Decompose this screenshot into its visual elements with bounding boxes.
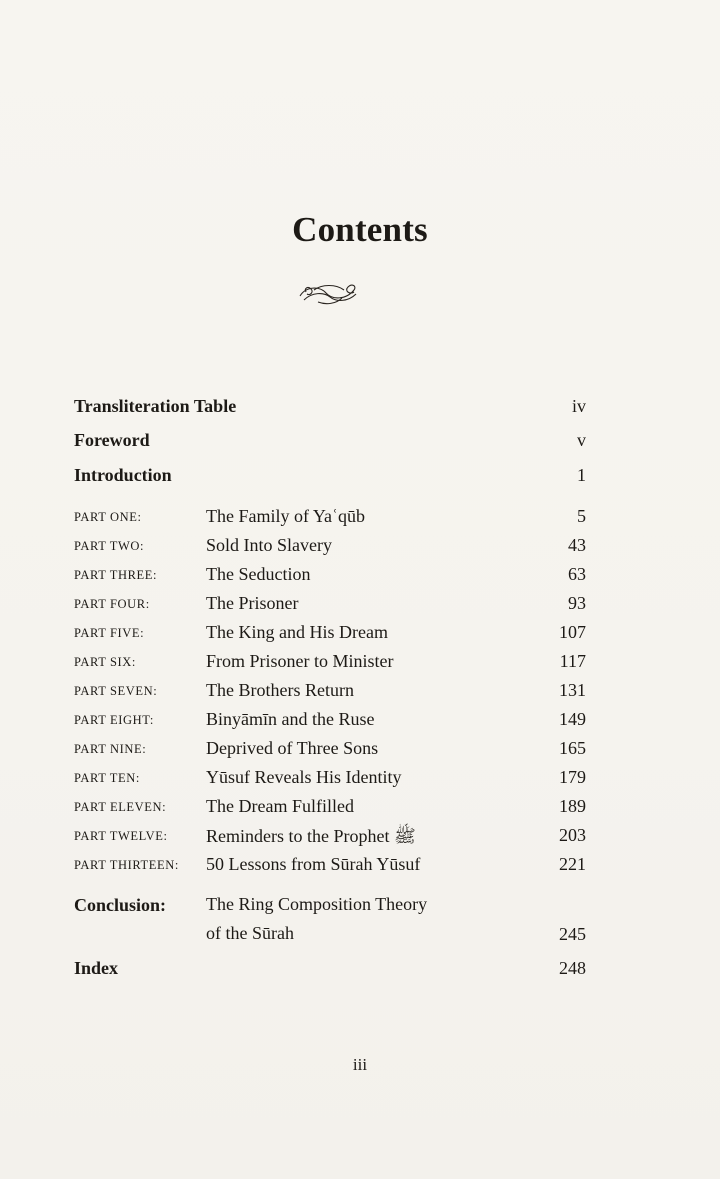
entry-page-number: v: [577, 430, 586, 450]
entry-label: Index: [74, 958, 119, 978]
entry-page-number: iv: [571, 396, 586, 416]
entry-page-number: 248: [559, 958, 586, 978]
entry-title-line-1: The Ring Composition Theory: [206, 894, 428, 914]
entry-label: PART FIVE:: [74, 626, 145, 640]
entry-label: Transliteration Table: [74, 396, 237, 416]
entry-title: The Family of Yaʿqūb: [206, 506, 365, 526]
toc-entry-part-two[interactable]: [0, 531, 720, 559]
entry-page-number: 245: [559, 924, 586, 944]
entry-page-number: 1: [577, 465, 586, 485]
toc-entry-part-one[interactable]: [0, 502, 720, 530]
entry-title: Binyāmīn and the Ruse: [206, 709, 375, 729]
entry-label: PART TWO:: [74, 539, 145, 553]
entry-title: The King and His Dream: [206, 622, 388, 642]
page-folio-number: iii: [352, 1055, 368, 1074]
entry-page-number: 117: [559, 651, 586, 671]
toc-entry-part-eleven[interactable]: [0, 792, 720, 820]
entry-page-number: 5: [577, 506, 586, 526]
entry-label: PART TWELVE:: [74, 829, 168, 843]
entry-title: Deprived of Three Sons: [206, 738, 379, 758]
toc-entry-conclusion[interactable]: [0, 891, 720, 951]
entry-label: PART EIGHT:: [74, 713, 154, 727]
toc-entry-introduction[interactable]: [0, 461, 720, 489]
entry-page-number: 131: [559, 680, 586, 700]
entry-page-number: 189: [559, 796, 586, 816]
toc-entry-part-twelve[interactable]: [0, 821, 720, 849]
entry-title: Reminders to the Prophet ﷺ: [206, 826, 416, 846]
flourish-ornament-icon: [296, 278, 362, 308]
toc-entry-index[interactable]: [0, 954, 720, 982]
entry-page-number: 93: [568, 593, 586, 613]
toc-entry-part-four[interactable]: [0, 589, 720, 617]
entry-title: From Prisoner to Minister: [206, 651, 394, 671]
toc-entry-part-eight[interactable]: [0, 705, 720, 733]
entry-label: PART SEVEN:: [74, 684, 158, 698]
toc-entry-transliteration-table[interactable]: [0, 392, 720, 420]
entry-title: [206, 890, 427, 948]
entry-title: Sold Into Slavery: [206, 535, 332, 555]
entry-label: PART TEN:: [74, 771, 140, 785]
toc-entry-foreword[interactable]: [0, 426, 720, 454]
toc-entry-part-seven[interactable]: [0, 676, 720, 704]
entry-page-number: 165: [559, 738, 586, 758]
toc-entry-part-six[interactable]: [0, 647, 720, 675]
entry-label: PART ELEVEN:: [74, 800, 167, 814]
entry-page-number: 149: [559, 709, 586, 729]
entry-page-number: 43: [568, 535, 586, 555]
entry-title-line-2: of the Sūrah: [206, 923, 294, 943]
entry-title: The Dream Fulfilled: [206, 796, 354, 816]
entry-label: PART SIX:: [74, 655, 136, 669]
page-title: Contents: [292, 210, 428, 249]
toc-entry-part-ten[interactable]: [0, 763, 720, 791]
entry-label: Foreword: [74, 430, 150, 450]
entry-title: The Seduction: [206, 564, 311, 584]
toc-entry-part-five[interactable]: [0, 618, 720, 646]
toc-entry-part-nine[interactable]: [0, 734, 720, 762]
entry-title: Yūsuf Reveals His Identity: [206, 767, 402, 787]
entry-label: PART NINE:: [74, 742, 147, 756]
entry-page-number: 179: [559, 767, 586, 787]
entry-label: PART ONE:: [74, 510, 142, 524]
entry-label: Introduction: [74, 465, 172, 485]
entry-page-number: 63: [568, 564, 586, 584]
entry-title: The Brothers Return: [206, 680, 354, 700]
entry-title: 50 Lessons from Sūrah Yūsuf: [206, 854, 421, 874]
entry-page-number: 203: [559, 825, 586, 845]
entry-page-number: 221: [559, 854, 586, 874]
entry-title: The Prisoner: [206, 593, 299, 613]
entry-page-number: 107: [559, 622, 586, 642]
entry-label: Conclusion:: [74, 895, 167, 915]
entry-label: PART THREE:: [74, 568, 158, 582]
toc-entry-part-thirteen[interactable]: [0, 850, 720, 878]
entry-label: PART FOUR:: [74, 597, 150, 611]
toc-entry-part-three[interactable]: [0, 560, 720, 588]
entry-label: PART THIRTEEN:: [74, 858, 179, 872]
